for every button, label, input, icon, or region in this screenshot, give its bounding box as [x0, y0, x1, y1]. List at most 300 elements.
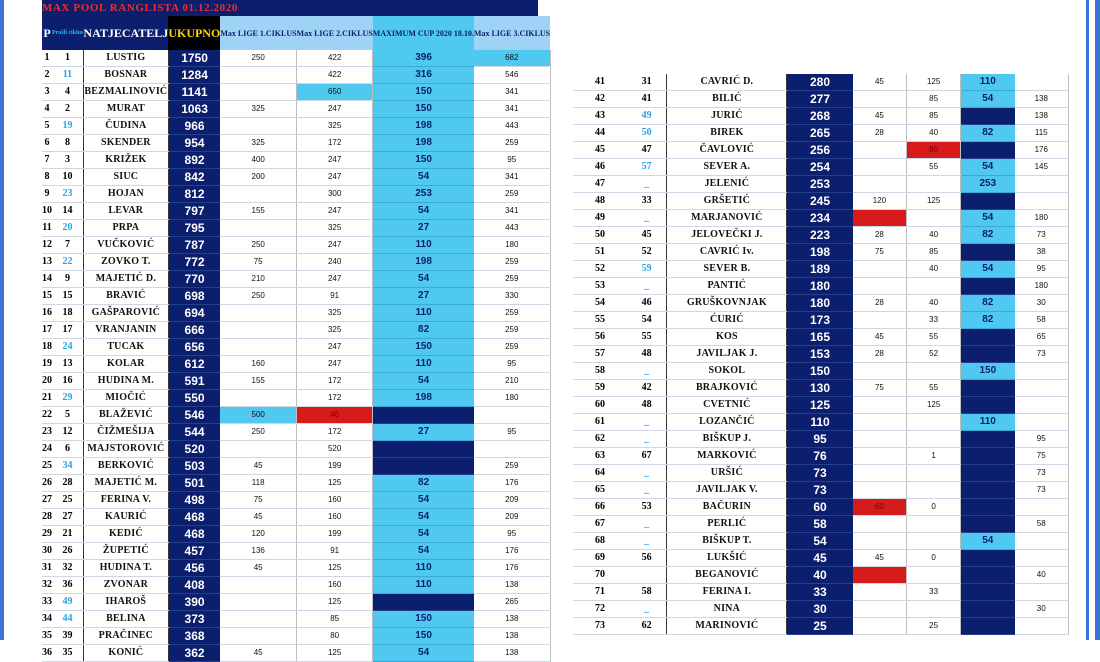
cup-score-cell: 198: [373, 118, 474, 135]
cup-score-cell: [961, 448, 1015, 465]
cup-score-cell: [961, 584, 1015, 601]
header-cycle3: Max LIGE 3.CIKLUS: [474, 16, 550, 50]
table-row: [42, 492, 550, 509]
table-row: [42, 118, 550, 135]
previous-position-cell: 1: [52, 50, 83, 67]
competitor-name-cell: LUKŠIĆ: [667, 550, 787, 567]
cycle3-score-cell: 73: [1015, 465, 1069, 482]
cycle3-score-cell: 259: [474, 322, 550, 339]
total-score-cell: 1750: [168, 50, 220, 67]
table-row: [573, 397, 1069, 414]
cup-score-cell: 82: [961, 312, 1015, 329]
cup-score-cell: 54: [961, 159, 1015, 176]
page-title: MAX POOL RANGLISTA 01.12.2020: [42, 0, 538, 16]
header-previous: Prošli ciklus: [52, 16, 83, 50]
cycle2-score-cell: 247: [297, 101, 373, 118]
previous-position-cell: 46: [627, 295, 667, 312]
previous-position-cell: 5: [52, 407, 83, 424]
position-cell: 31: [42, 560, 52, 577]
total-score-cell: 254: [787, 159, 853, 176]
cycle1-score-cell: 45: [220, 645, 296, 662]
position-cell: 12: [42, 237, 52, 254]
cup-score-cell: 316: [373, 67, 474, 84]
previous-position-cell: 20: [52, 220, 83, 237]
position-cell: 9: [42, 186, 52, 203]
previous-position-cell: 49: [627, 108, 667, 125]
cycle3-score-cell: [474, 407, 550, 424]
cycle1-score-cell: [853, 584, 907, 601]
total-score-cell: 40: [787, 567, 853, 584]
total-score-cell: 544: [168, 424, 220, 441]
cup-score-cell: 110: [373, 560, 474, 577]
ranking-table-right: [573, 74, 1069, 640]
cycle1-score-cell: 155: [220, 203, 296, 220]
cup-score-cell: 54: [373, 526, 474, 543]
cycle2-score-cell: 125: [297, 645, 373, 662]
cycle2-score-cell: 33: [907, 584, 961, 601]
table-row: [42, 169, 550, 186]
total-score-cell: 234: [787, 210, 853, 227]
position-cell: 24: [42, 441, 52, 458]
cycle2-score-cell: 40: [907, 125, 961, 142]
competitor-name-cell: LUSTIG: [83, 50, 168, 67]
table-row: [42, 458, 550, 475]
cycle3-score-cell: 265: [474, 594, 550, 611]
competitor-name-cell: PRPA: [83, 220, 168, 237]
cycle3-score-cell: [1015, 74, 1069, 91]
cycle1-score-cell: 45: [853, 74, 907, 91]
table-row: [42, 186, 550, 203]
cycle2-score-cell: 25: [907, 618, 961, 635]
table-row: [42, 645, 550, 662]
table-row: [42, 611, 550, 628]
table-row: [573, 176, 1069, 193]
position-cell: 33: [42, 594, 52, 611]
position-cell: 7: [42, 152, 52, 169]
total-score-cell: 546: [168, 407, 220, 424]
window-border-right-outer: [1095, 0, 1100, 640]
competitor-name-cell: SOKOL: [667, 363, 787, 380]
cup-score-cell: 54: [373, 492, 474, 509]
previous-position-cell: 47: [627, 142, 667, 159]
previous-position-cell: 42: [627, 380, 667, 397]
table-row: [42, 101, 550, 118]
position-cell: 51: [573, 244, 627, 261]
table-row: [573, 346, 1069, 363]
cycle1-score-cell: 45: [220, 560, 296, 577]
cycle2-score-cell: 160: [297, 577, 373, 594]
cycle2-score-cell: 650: [297, 84, 373, 101]
cycle1-score-cell: 250: [220, 288, 296, 305]
previous-position-cell: 15: [52, 288, 83, 305]
total-score-cell: 256: [787, 142, 853, 159]
competitor-name-cell: ZOVKO T.: [83, 254, 168, 271]
cycle3-score-cell: 58: [1015, 516, 1069, 533]
table-row: [573, 91, 1069, 108]
total-score-cell: 362: [168, 645, 220, 662]
position-cell: 48: [573, 193, 627, 210]
previous-position-cell: _: [627, 601, 667, 618]
cycle2-score-cell: [907, 210, 961, 227]
cup-score-cell: 54: [961, 533, 1015, 550]
previous-position-cell: 19: [52, 118, 83, 135]
cycle2-score-cell: 125: [907, 74, 961, 91]
previous-position-cell: 49: [52, 594, 83, 611]
cycle3-score-cell: 259: [474, 254, 550, 271]
cycle2-score-cell: 125: [907, 193, 961, 210]
total-score-cell: 468: [168, 509, 220, 526]
cycle2-score-cell: 0: [907, 550, 961, 567]
competitor-name-cell: KOS: [667, 329, 787, 346]
position-cell: 27: [42, 492, 52, 509]
total-score-cell: 73: [787, 482, 853, 499]
cycle2-score-cell: 199: [297, 458, 373, 475]
table-row: [573, 414, 1069, 431]
table-row: [573, 125, 1069, 142]
table-row: [573, 380, 1069, 397]
previous-position-cell: 24: [52, 339, 83, 356]
total-score-cell: 76: [787, 448, 853, 465]
cup-score-cell: [961, 380, 1015, 397]
cycle3-score-cell: [474, 441, 550, 458]
competitor-name-cell: CAVRIĆ Iv.: [667, 244, 787, 261]
cycle1-score-cell: 136: [220, 543, 296, 560]
cycle1-score-cell: 325: [220, 135, 296, 152]
previous-position-cell: 7: [52, 237, 83, 254]
position-cell: 54: [573, 295, 627, 312]
table-row: [573, 465, 1069, 482]
competitor-name-cell: SKENDER: [83, 135, 168, 152]
cycle1-score-cell: [853, 312, 907, 329]
competitor-name-cell: KEDIĆ: [83, 526, 168, 543]
total-score-cell: 73: [787, 465, 853, 482]
total-score-cell: 694: [168, 305, 220, 322]
previous-position-cell: 29: [52, 390, 83, 407]
total-score-cell: 198: [787, 244, 853, 261]
cycle1-score-cell: [220, 220, 296, 237]
cycle1-score-cell: 160: [220, 356, 296, 373]
ranking-table: [42, 16, 551, 662]
cycle1-score-cell: 200: [220, 169, 296, 186]
competitor-name-cell: PERLIĆ: [667, 516, 787, 533]
cycle2-score-cell: 325: [297, 118, 373, 135]
cycle1-score-cell: [853, 567, 907, 584]
cup-score-cell: [961, 465, 1015, 482]
position-cell: 29: [42, 526, 52, 543]
total-score-cell: 612: [168, 356, 220, 373]
cycle2-score-cell: 1: [907, 448, 961, 465]
competitor-name-cell: BAČURIN: [667, 499, 787, 516]
cycle2-score-cell: 520: [297, 441, 373, 458]
competitor-name-cell: GRŠETIĆ: [667, 193, 787, 210]
competitor-name-cell: JELOVEČKI J.: [667, 227, 787, 244]
cycle3-score-cell: 73: [1015, 227, 1069, 244]
table-row: [573, 210, 1069, 227]
cup-score-cell: 150: [961, 363, 1015, 380]
cycle1-score-cell: 155: [220, 373, 296, 390]
cycle1-score-cell: 45: [853, 550, 907, 567]
cycle2-score-cell: 0: [907, 499, 961, 516]
cycle3-score-cell: 95: [474, 356, 550, 373]
cup-score-cell: [961, 278, 1015, 295]
cycle2-score-cell: [907, 363, 961, 380]
competitor-name-cell: BIŠKUP T.: [667, 533, 787, 550]
cup-score-cell: 198: [373, 390, 474, 407]
cycle2-score-cell: 325: [297, 322, 373, 339]
cycle2-score-cell: 55: [907, 159, 961, 176]
competitor-name-cell: HUDINA M.: [83, 373, 168, 390]
cup-score-cell: [373, 407, 474, 424]
cycle3-score-cell: 443: [474, 118, 550, 135]
cycle3-score-cell: 682: [474, 50, 550, 67]
cup-score-cell: [961, 601, 1015, 618]
table-row: [573, 312, 1069, 329]
cycle3-score-cell: [1015, 193, 1069, 210]
table-row: [573, 244, 1069, 261]
total-score-cell: 25: [787, 618, 853, 635]
previous-position-cell: 18: [52, 305, 83, 322]
previous-position-cell: 41: [627, 91, 667, 108]
table-row: [42, 50, 550, 67]
cycle3-score-cell: 341: [474, 101, 550, 118]
competitor-name-cell: ČIŽMEŠIJA: [83, 424, 168, 441]
competitor-name-cell: MARKOVIĆ: [667, 448, 787, 465]
table-row: [42, 152, 550, 169]
previous-position-cell: 25: [52, 492, 83, 509]
previous-position-cell: 12: [52, 424, 83, 441]
cycle1-score-cell: [853, 533, 907, 550]
position-cell: 36: [42, 645, 52, 662]
position-cell: 47: [573, 176, 627, 193]
cycle1-score-cell: [220, 67, 296, 84]
ranking-body-left: [42, 50, 550, 662]
cycle3-score-cell: 95: [1015, 431, 1069, 448]
previous-position-cell: 39: [52, 628, 83, 645]
previous-position-cell: 48: [627, 397, 667, 414]
total-score-cell: 501: [168, 475, 220, 492]
cycle1-score-cell: 75: [853, 380, 907, 397]
position-cell: 55: [573, 312, 627, 329]
position-cell: 72: [573, 601, 627, 618]
competitor-name-cell: BERKOVIĆ: [83, 458, 168, 475]
competitor-name-cell: SEVER B.: [667, 261, 787, 278]
table-row: [42, 594, 550, 611]
cycle2-score-cell: [907, 601, 961, 618]
table-row: [42, 509, 550, 526]
total-score-cell: 54: [787, 533, 853, 550]
ranking-table-left: [42, 0, 551, 660]
position-cell: 14: [42, 271, 52, 288]
total-score-cell: 954: [168, 135, 220, 152]
position-cell: 63: [573, 448, 627, 465]
cycle3-score-cell: [1015, 363, 1069, 380]
cycle1-score-cell: [853, 278, 907, 295]
cycle3-score-cell: 546: [474, 67, 550, 84]
cycle3-score-cell: 40: [1015, 567, 1069, 584]
header-cycle2: Max LIGE 2.CIKLUS: [297, 16, 373, 50]
cycle2-score-cell: 91: [297, 543, 373, 560]
table-row: [573, 363, 1069, 380]
cup-score-cell: 150: [373, 611, 474, 628]
position-cell: 11: [42, 220, 52, 237]
position-cell: 42: [573, 91, 627, 108]
cup-score-cell: 27: [373, 220, 474, 237]
total-score-cell: 812: [168, 186, 220, 203]
competitor-name-cell: BEZMALINOVIĆ: [83, 84, 168, 101]
cycle2-score-cell: 46: [297, 407, 373, 424]
cycle3-score-cell: 180: [1015, 278, 1069, 295]
position-cell: 18: [42, 339, 52, 356]
position-cell: 45: [573, 142, 627, 159]
cup-score-cell: [961, 346, 1015, 363]
cycle2-score-cell: [907, 431, 961, 448]
total-score-cell: 787: [168, 237, 220, 254]
window-border-left: [0, 0, 4, 640]
total-score-cell: 30: [787, 601, 853, 618]
previous-position-cell: 6: [52, 441, 83, 458]
position-cell: 66: [573, 499, 627, 516]
previous-position-cell: 62: [627, 618, 667, 635]
competitor-name-cell: LOZANČIĆ: [667, 414, 787, 431]
position-cell: 26: [42, 475, 52, 492]
position-cell: 70: [573, 567, 627, 584]
competitor-name-cell: FERINA V.: [83, 492, 168, 509]
cycle3-score-cell: [1015, 397, 1069, 414]
previous-position-cell: 16: [52, 373, 83, 390]
previous-position-cell: 59: [627, 261, 667, 278]
total-score-cell: 33: [787, 584, 853, 601]
cycle1-score-cell: [853, 142, 907, 159]
position-cell: 64: [573, 465, 627, 482]
position-cell: 35: [42, 628, 52, 645]
cycle3-score-cell: 341: [474, 169, 550, 186]
cycle1-score-cell: 28: [853, 295, 907, 312]
competitor-name-cell: KAURIĆ: [83, 509, 168, 526]
position-cell: 44: [573, 125, 627, 142]
cycle3-score-cell: 209: [474, 492, 550, 509]
cup-score-cell: [961, 499, 1015, 516]
position-cell: 22: [42, 407, 52, 424]
cycle3-score-cell: 176: [474, 560, 550, 577]
table-row: [42, 543, 550, 560]
cycle2-score-cell: 125: [297, 594, 373, 611]
total-score-cell: 125: [787, 397, 853, 414]
cup-score-cell: 82: [373, 322, 474, 339]
competitor-name-cell: SEVER A.: [667, 159, 787, 176]
position-cell: 69: [573, 550, 627, 567]
cycle1-score-cell: 210: [220, 271, 296, 288]
cycle3-score-cell: 330: [474, 288, 550, 305]
cycle2-score-cell: 172: [297, 373, 373, 390]
previous-position-cell: 14: [52, 203, 83, 220]
cup-score-cell: 396: [373, 50, 474, 67]
position-cell: 25: [42, 458, 52, 475]
cup-score-cell: 82: [961, 125, 1015, 142]
position-cell: 32: [42, 577, 52, 594]
cycle2-score-cell: 325: [297, 220, 373, 237]
previous-position-cell: 28: [52, 475, 83, 492]
total-score-cell: 95: [787, 431, 853, 448]
cycle3-score-cell: [1015, 550, 1069, 567]
cycle2-score-cell: 172: [297, 424, 373, 441]
cup-score-cell: 253: [373, 186, 474, 203]
total-score-cell: 58: [787, 516, 853, 533]
total-score-cell: 45: [787, 550, 853, 567]
cycle1-score-cell: [220, 577, 296, 594]
previous-position-cell: _: [627, 431, 667, 448]
cup-score-cell: [961, 618, 1015, 635]
table-row: [573, 601, 1069, 618]
cycle1-score-cell: 45: [853, 108, 907, 125]
previous-position-cell: 44: [52, 611, 83, 628]
table-row: [573, 278, 1069, 295]
cycle3-score-cell: 65: [1015, 329, 1069, 346]
previous-position-cell: _: [627, 363, 667, 380]
table-row: [42, 67, 550, 84]
cycle3-score-cell: 180: [474, 237, 550, 254]
total-score-cell: 60: [787, 499, 853, 516]
cycle2-score-cell: 240: [297, 254, 373, 271]
table-row: [42, 203, 550, 220]
cycle1-score-cell: [220, 441, 296, 458]
cycle3-score-cell: 115: [1015, 125, 1069, 142]
previous-position-cell: 48: [627, 346, 667, 363]
cycle2-score-cell: 85: [907, 244, 961, 261]
competitor-name-cell: PANTIĆ: [667, 278, 787, 295]
table-row: [573, 482, 1069, 499]
competitor-name-cell: GAŠPAROVIĆ: [83, 305, 168, 322]
cycle2-score-cell: 80: [297, 628, 373, 645]
position-cell: 61: [573, 414, 627, 431]
total-score-cell: 180: [787, 295, 853, 312]
competitor-name-cell: MAJETIĆ D.: [83, 271, 168, 288]
previous-position-cell: 23: [52, 186, 83, 203]
position-cell: 34: [42, 611, 52, 628]
position-cell: 71: [573, 584, 627, 601]
competitor-name-cell: URŠIĆ: [667, 465, 787, 482]
table-row: [573, 499, 1069, 516]
cycle3-score-cell: [1015, 176, 1069, 193]
cup-score-cell: 110: [961, 74, 1015, 91]
previous-position-cell: 52: [627, 244, 667, 261]
competitor-name-cell: ČUDINA: [83, 118, 168, 135]
total-score-cell: 698: [168, 288, 220, 305]
cup-score-cell: [961, 193, 1015, 210]
cycle3-score-cell: 259: [474, 135, 550, 152]
table-row: [42, 84, 550, 101]
cup-score-cell: 54: [373, 543, 474, 560]
cycle2-score-cell: 247: [297, 152, 373, 169]
cycle3-score-cell: 73: [1015, 346, 1069, 363]
cycle2-score-cell: 247: [297, 203, 373, 220]
previous-position-cell: 35: [52, 645, 83, 662]
cup-score-cell: 27: [373, 288, 474, 305]
cup-score-cell: 54: [961, 210, 1015, 227]
previous-position-cell: 13: [52, 356, 83, 373]
cycle3-score-cell: 341: [474, 84, 550, 101]
previous-position-cell: 11: [52, 67, 83, 84]
cycle2-score-cell: 80: [907, 142, 961, 159]
total-score-cell: 797: [168, 203, 220, 220]
previous-position-cell: _: [627, 516, 667, 533]
cycle2-score-cell: 247: [297, 169, 373, 186]
previous-position-cell: 57: [627, 159, 667, 176]
cycle3-score-cell: 443: [474, 220, 550, 237]
position-cell: 3: [42, 84, 52, 101]
position-cell: 53: [573, 278, 627, 295]
cycle1-score-cell: [220, 628, 296, 645]
competitor-name-cell: BLAŽEVIĆ: [83, 407, 168, 424]
